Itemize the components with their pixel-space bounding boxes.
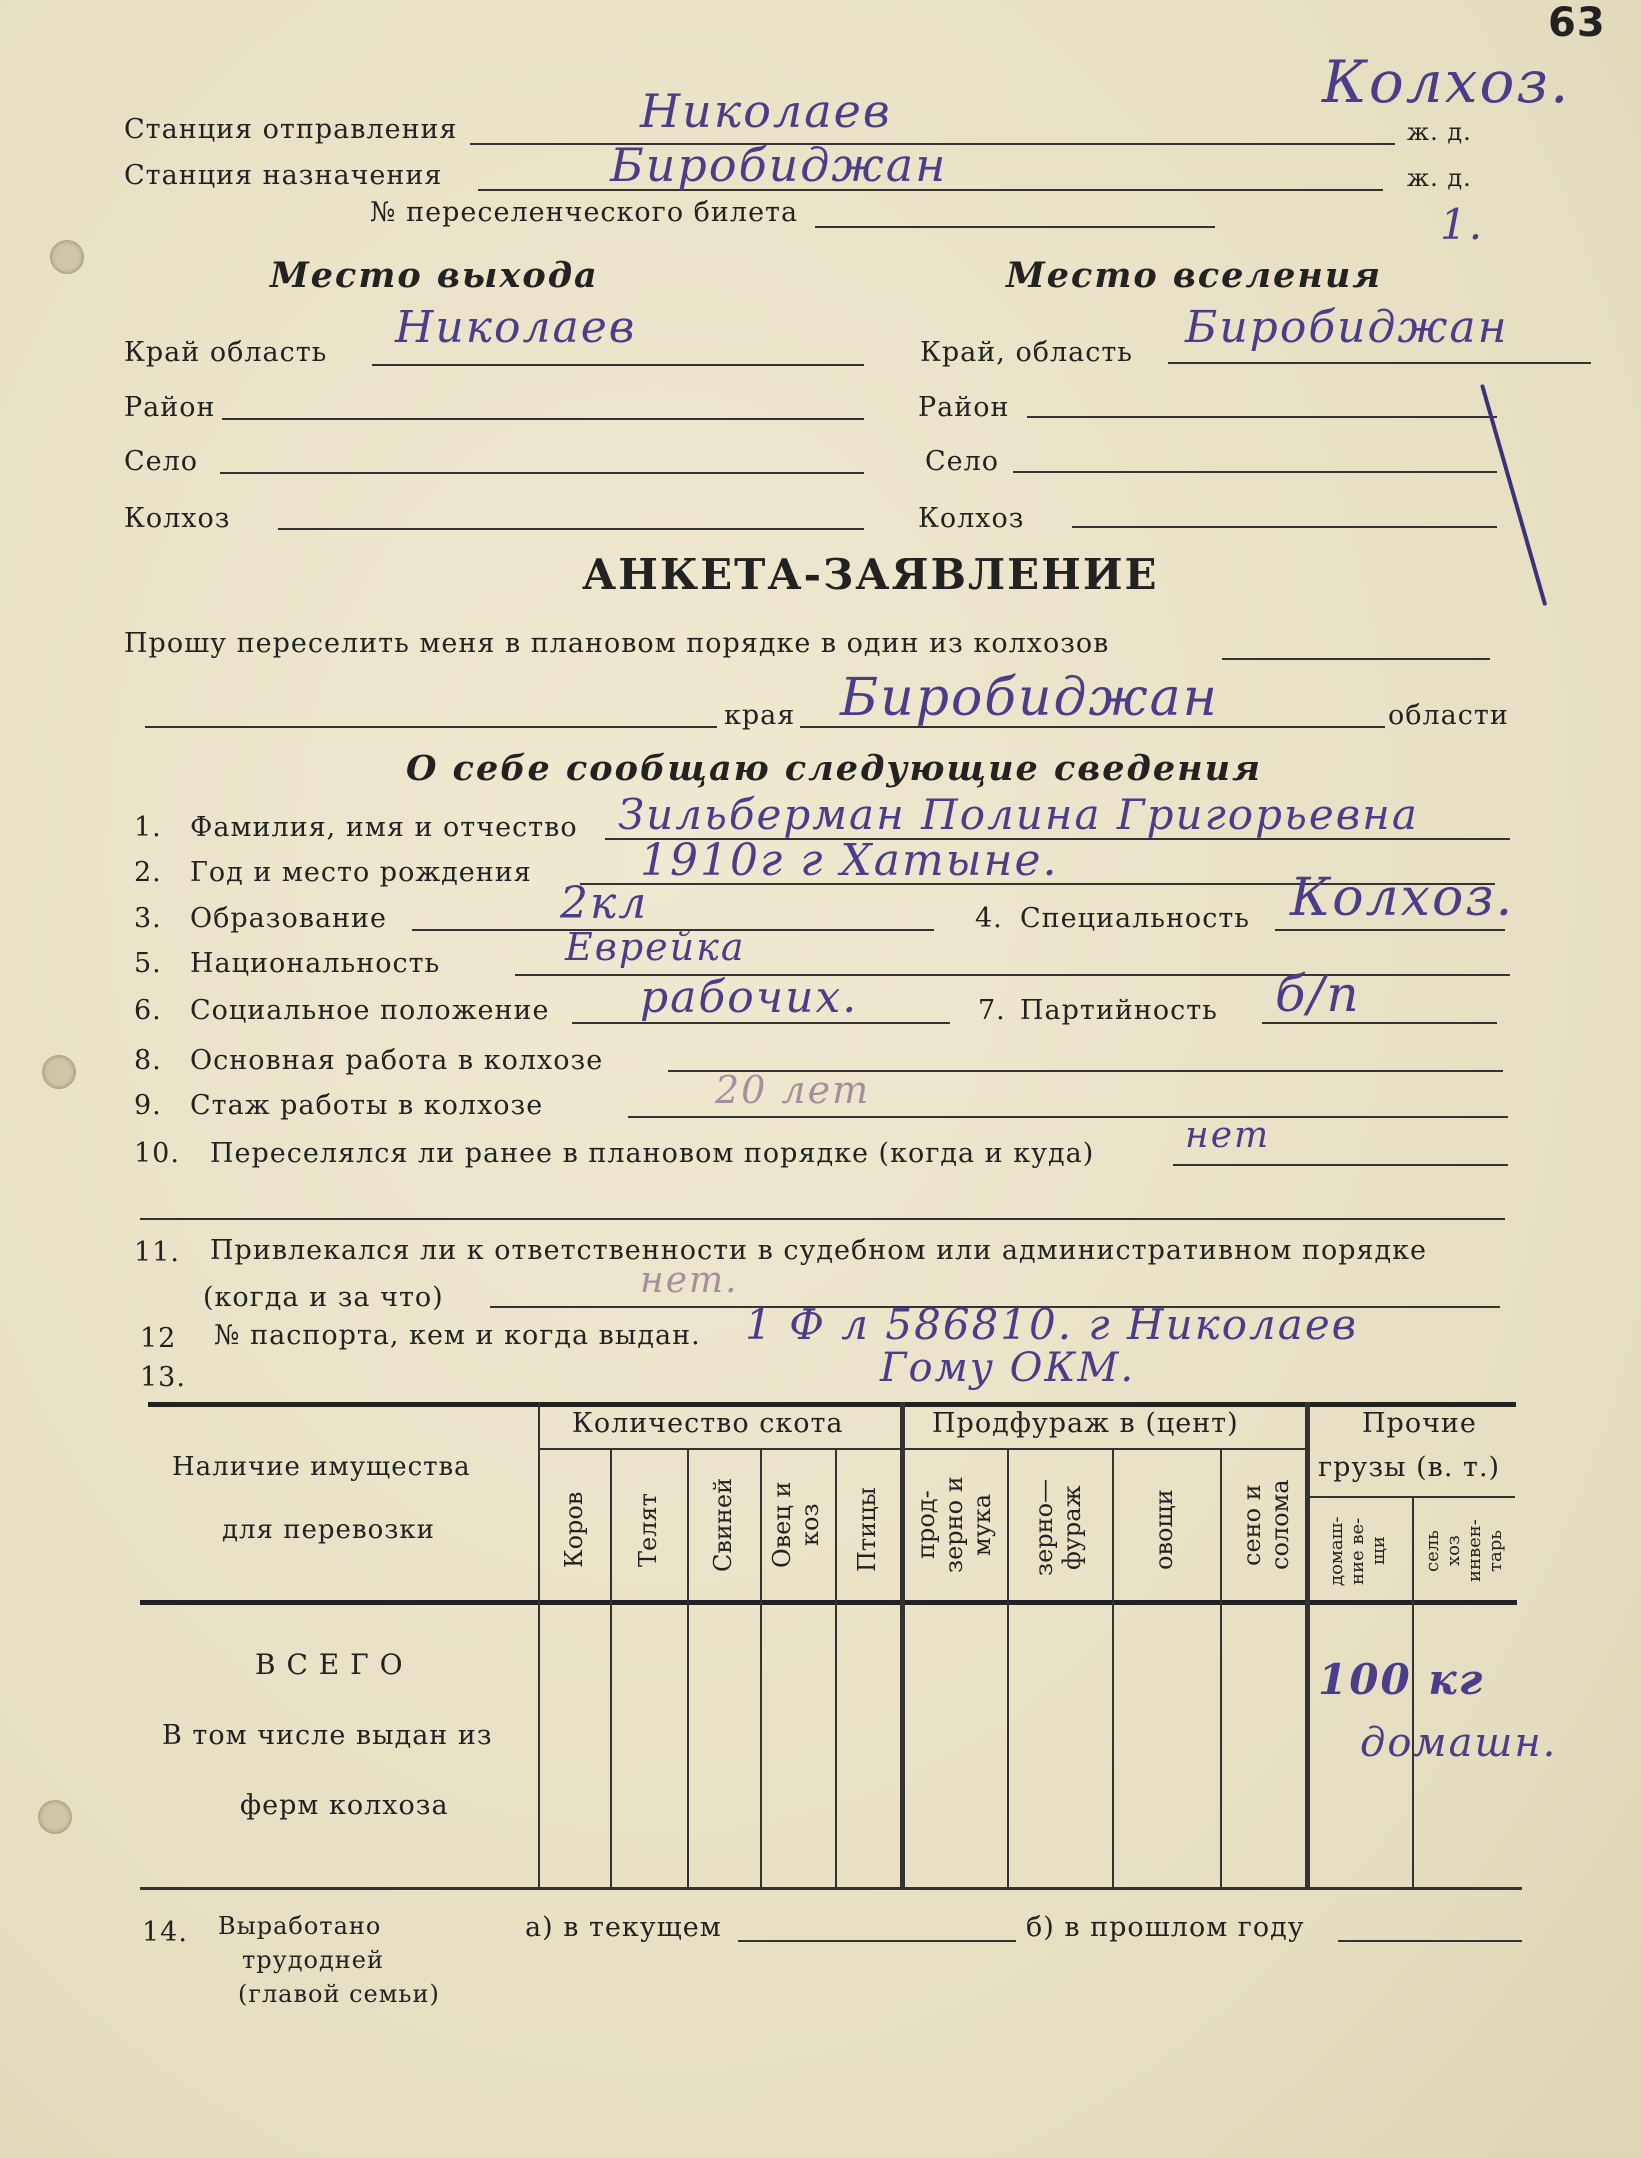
other-value-1: 100 кг <box>1318 1655 1485 1704</box>
col-farm: сель хоз инвен- тарь <box>1422 1519 1506 1583</box>
station-from-value: Николаев <box>640 84 892 138</box>
dest-kolkhoz-line <box>1072 526 1497 528</box>
issued-label-1: В том числе выдан из <box>162 1720 493 1751</box>
ticket-line <box>815 226 1215 228</box>
current-label: а) в текущем <box>525 1912 722 1943</box>
f11-num: 11. <box>134 1237 180 1268</box>
f9-num: 9. <box>134 1090 162 1121</box>
f7-num: 7. <box>978 995 1006 1026</box>
f7-label: Партийность <box>1020 995 1218 1026</box>
f11-sub: (когда и за что) <box>203 1282 444 1313</box>
oblast-label: области <box>1388 700 1509 731</box>
f12-num: 12 <box>140 1323 177 1354</box>
issued-label-2: ферм колхоза <box>240 1790 449 1821</box>
ticket-label: № переселенческого билета <box>370 197 799 228</box>
origin-kolkhoz-line <box>278 528 864 530</box>
col-divider <box>538 1402 540 1887</box>
punch-hole <box>42 1055 76 1089</box>
f8-num: 8. <box>134 1045 162 1076</box>
kray-label: края <box>724 700 796 731</box>
col-household: домаш- ние ве- щи <box>1326 1516 1389 1586</box>
corner-mark: 1. <box>1440 200 1485 249</box>
col-cows: Коров <box>560 1491 588 1569</box>
origin-kolkhoz-label: Колхоз <box>124 503 231 534</box>
f10-line <box>1173 1164 1508 1166</box>
f10-label: Переселялся ли ранее в плановом порядке (когда и куда) <box>210 1138 1095 1169</box>
section-title: О себе сообщаю следующие сведения <box>406 748 1262 789</box>
last-line <box>1338 1940 1522 1942</box>
f9-label: Стаж работы в колхозе <box>190 1090 544 1121</box>
col-veg: овощи <box>1150 1489 1178 1571</box>
other-value-2: домашн. <box>1360 1720 1558 1766</box>
f10-value: нет <box>1185 1115 1271 1156</box>
dest-kolkhoz-label: Колхоз <box>918 503 1025 534</box>
origin-region-value: Николаев <box>395 302 637 353</box>
f3-num: 3. <box>134 903 162 934</box>
origin-region-line <box>372 364 864 366</box>
fodder-underline <box>905 1448 1305 1450</box>
col-pigs: Свиней <box>709 1477 737 1573</box>
group-fodder: Продфураж в (цент) <box>932 1408 1239 1439</box>
origin-title: Место выхода <box>270 255 599 296</box>
f6-label: Социальное положение <box>190 995 550 1026</box>
f4-value: Колхоз. <box>1290 868 1515 928</box>
f9-value: 20 лет <box>715 1068 871 1112</box>
col-divider <box>1112 1450 1114 1887</box>
dest-region-line <box>1168 362 1591 364</box>
f1-value: Зильберман Полина Григорьевна <box>618 790 1419 839</box>
punch-hole <box>38 1800 72 1834</box>
origin-village-label: Село <box>124 446 199 477</box>
footer-label-1: Выработано <box>218 1912 382 1940</box>
f13-value: Гому ОКМ. <box>880 1345 1136 1391</box>
station-to-label: Станция назначения <box>124 160 443 191</box>
f1-num: 1. <box>134 812 162 843</box>
footer-label-3: (главой семьи) <box>238 1980 440 2008</box>
f12-value: 1 Ф л 586810. г Николаев <box>745 1300 1359 1349</box>
dest-region-label: Край, область <box>920 337 1133 368</box>
col-divider <box>1007 1450 1009 1887</box>
col-birds: Птицы <box>853 1487 881 1573</box>
col-hay: сено и солома <box>1238 1479 1294 1571</box>
col-divider <box>610 1450 612 1887</box>
f9-line <box>628 1116 1508 1118</box>
dest-region-value: Биробиджан <box>1185 302 1509 353</box>
f3-value: 2кл <box>560 878 649 929</box>
f7-value: б/п <box>1275 965 1361 1023</box>
origin-village-line <box>220 472 864 474</box>
destination-title: Место вселения <box>1006 255 1383 296</box>
f6-value: рабочих. <box>640 972 859 1023</box>
rail-suffix-1: ж. д. <box>1407 118 1472 146</box>
corner-number: 63 <box>1548 0 1606 46</box>
dest-district-line <box>1027 416 1497 418</box>
form-title: АНКЕТА-ЗАЯВЛЕНИЕ <box>582 550 1159 599</box>
f4-line <box>1275 929 1505 931</box>
kray-value: Биробиджан <box>840 668 1219 728</box>
f13-num: 13. <box>140 1362 186 1393</box>
f3-label: Образование <box>190 903 388 934</box>
col-grain: прод- зерно и мука <box>912 1476 996 1574</box>
f5-label: Национальность <box>190 948 441 979</box>
station-from-label: Станция отправления <box>124 114 458 145</box>
f5-num: 5. <box>134 948 162 979</box>
f2-value: 1910г г Хатыне. <box>640 835 1059 886</box>
corner-note: Колхоз. <box>1322 48 1571 116</box>
f12-label: № паспорта, кем и когда выдан. <box>214 1320 701 1351</box>
f10-extra-line <box>140 1218 1505 1220</box>
property-label-1: Наличие имущества <box>172 1452 471 1482</box>
f2-label: Год и место рождения <box>190 857 532 888</box>
group-other-1: Прочие <box>1362 1408 1477 1439</box>
origin-district-line <box>222 418 864 420</box>
col-feed: зерно— фураж <box>1030 1478 1086 1577</box>
footer-label-2: трудодней <box>242 1946 384 1974</box>
request-text: Прошу переселить меня в плановом порядке в один из колхозов <box>124 628 1110 659</box>
col-calves: Телят <box>634 1493 662 1567</box>
f1-label: Фамилия, имя и отчество <box>190 812 578 843</box>
margin-pen-stroke <box>1480 384 1547 606</box>
punch-hole <box>50 240 84 274</box>
rail-suffix-2: ж. д. <box>1407 164 1472 192</box>
group-other-2: грузы (в. т.) <box>1318 1452 1501 1483</box>
kray-prefix-line <box>145 726 717 728</box>
col-divider <box>760 1450 762 1887</box>
col-divider-thick <box>900 1402 905 1887</box>
table-bottom-rule <box>140 1887 1522 1890</box>
f4-label: Специальность <box>1020 903 1250 934</box>
dest-district-label: Район <box>918 392 1010 423</box>
f6-num: 6. <box>134 995 162 1026</box>
col-divider-thick <box>1305 1402 1310 1887</box>
request-line <box>1222 658 1490 660</box>
livestock-underline <box>540 1448 900 1450</box>
col-sheep: Овец и коз <box>768 1481 824 1569</box>
f2-num: 2. <box>134 857 162 888</box>
dest-village-line <box>1013 471 1497 473</box>
group-livestock: Количество скота <box>572 1408 844 1439</box>
f11-label: Привлекался ли к ответственности в судебном или административном порядке <box>210 1235 1428 1266</box>
f8-label: Основная работа в колхозе <box>190 1045 604 1076</box>
origin-region-label: Край область <box>124 337 328 368</box>
col-divider <box>1220 1450 1222 1887</box>
col-divider <box>687 1450 689 1887</box>
last-label: б) в прошлом году <box>1026 1912 1305 1943</box>
property-label-2: для перевозки <box>222 1515 435 1545</box>
total-label: В С Е Г О <box>255 1648 404 1681</box>
table-top-rule <box>148 1402 1516 1407</box>
table-header-rule <box>140 1600 1517 1605</box>
origin-district-label: Район <box>124 392 216 423</box>
current-line <box>738 1940 1016 1942</box>
other-underline <box>1310 1496 1515 1498</box>
f10-num: 10. <box>134 1138 180 1169</box>
f4-num: 4. <box>975 903 1003 934</box>
col-divider <box>835 1450 837 1887</box>
f5-value: Еврейка <box>565 925 746 969</box>
dest-village-label: Село <box>925 446 1000 477</box>
footer-num: 14. <box>142 1917 188 1948</box>
station-to-value: Биробиджан <box>610 138 948 192</box>
f11-value: нет. <box>640 1260 739 1301</box>
